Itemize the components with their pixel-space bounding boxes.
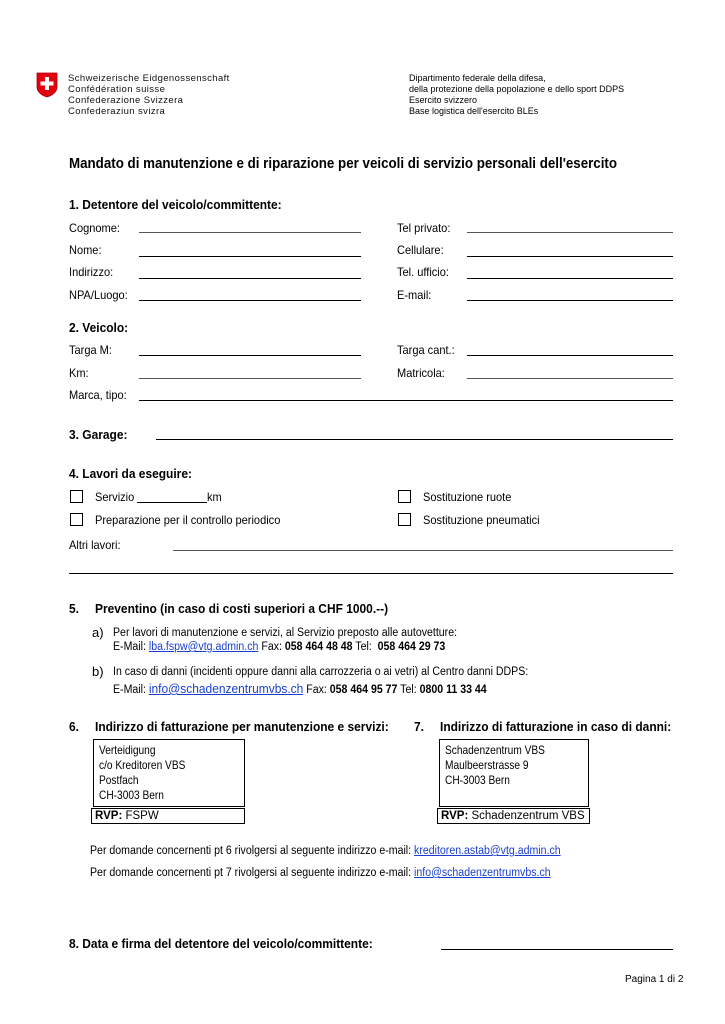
confederation-name-fr: Confédération suisse xyxy=(68,84,166,95)
address-6-line-4: CH-3003 Bern xyxy=(99,788,164,802)
nome-label: Nome: xyxy=(69,243,102,257)
address-7-line-1: Schadenzentrum VBS xyxy=(445,743,545,757)
tel-privato-label: Tel privato: xyxy=(397,221,451,235)
section-8-heading: 8. Data e firma del detentore del veicolo/committente: xyxy=(69,936,373,951)
address-6-line-3: Postfach xyxy=(99,773,139,787)
section-6-number: 6. xyxy=(69,719,79,734)
servizio-km-unit: km xyxy=(207,490,222,504)
item-a-email-label: E-Mail: xyxy=(113,641,146,653)
billing-address-box-7 xyxy=(439,739,589,807)
department-line-1: Dipartimento federale della difesa, xyxy=(409,73,546,83)
item-a-tel: 058 464 29 73 xyxy=(377,641,446,653)
item-b-email-link[interactable]: info@schadenzentrumvbs.ch xyxy=(148,681,304,696)
page-title: Mandato di manutenzione e di riparazione per veicoli di servizio personali dell'esercito xyxy=(69,156,618,172)
item-b-fax: 058 464 95 77 xyxy=(329,684,398,696)
department-line-3: Esercito svizzero xyxy=(409,95,478,105)
item-a-tel-label: Tel: xyxy=(355,641,372,653)
section-2-heading: 2. Veicolo: xyxy=(69,320,129,335)
section-7-number: 7. xyxy=(414,719,424,734)
km-label: Km: xyxy=(69,366,89,380)
section-5-number: 5. xyxy=(69,601,79,616)
section-3-heading: 3. Garage: xyxy=(69,427,128,442)
cellulare-field[interactable] xyxy=(467,256,673,257)
preparazione-label: Preparazione per il controllo periodico xyxy=(95,513,281,527)
department-info xyxy=(409,73,624,117)
item-b-email-label: E-Mail: xyxy=(113,684,146,696)
servizio-checkbox[interactable] xyxy=(70,490,83,503)
note-pt7 xyxy=(90,867,551,879)
km-field[interactable] xyxy=(139,378,361,379)
billing-address-box-6 xyxy=(93,739,245,807)
section-5-heading: Preventino (in caso di costi superiori a CHF 1000.--) xyxy=(95,601,389,616)
note-pt7-email-link[interactable]: info@schadenzentrumvbs.ch xyxy=(414,867,551,879)
ruote-checkbox[interactable] xyxy=(398,490,411,503)
targa-cant-field[interactable] xyxy=(467,355,673,356)
note-pt6-text: Per domande concernenti pt 6 rivolgersi al seguente indirizzo e-mail: xyxy=(90,845,412,857)
note-pt7-text: Per domande concernenti pt 7 rivolgersi al seguente indirizzo e-mail: xyxy=(90,867,412,879)
section-6-heading: Indirizzo di fatturazione per manutenzione e servizi: xyxy=(95,719,389,734)
item-a-letter: a) xyxy=(92,625,104,640)
swiss-cross-icon xyxy=(36,72,58,98)
rvp-6-value: FSPW xyxy=(125,810,159,822)
page-number: Pagina 1 di 2 xyxy=(625,974,684,985)
email-field[interactable] xyxy=(467,300,673,301)
department-line-2: della protezione della popolazione e dello sport DDPS xyxy=(409,84,625,94)
confederation-name-de: Schweizerische Eidgenossenschaft xyxy=(68,73,230,84)
pneumatici-checkbox[interactable] xyxy=(398,513,411,526)
preparazione-checkbox[interactable] xyxy=(70,513,83,526)
note-pt6 xyxy=(90,845,561,857)
rvp-7-label: RVP: xyxy=(441,810,469,822)
confederation-name-rm: Confederaziun svizra xyxy=(68,106,166,117)
item-a-fax-label: Fax: xyxy=(261,641,282,653)
indirizzo-field[interactable] xyxy=(139,278,361,279)
item-a-email-link[interactable]: lba.fspw@vtg.admin.ch xyxy=(148,641,259,653)
department-line-4: Base logistica dell'esercito BLEs xyxy=(409,106,539,116)
item-a-fax: 058 464 48 48 xyxy=(284,641,353,653)
item-b-letter: b) xyxy=(92,664,104,679)
item-b-text: In caso di danni (incidenti oppure danni alla carrozzeria o ai vetri) al Centro danni DDPS: xyxy=(113,666,529,678)
rvp-box-6 xyxy=(91,808,245,824)
npa-luogo-field[interactable] xyxy=(139,300,361,301)
marca-tipo-label: Marca, tipo: xyxy=(69,388,127,402)
npa-luogo-label: NPA/Luogo: xyxy=(69,288,128,302)
item-a-contacts xyxy=(113,641,445,653)
marca-tipo-field[interactable] xyxy=(139,400,673,401)
item-b-contacts xyxy=(113,681,487,696)
cognome-field[interactable] xyxy=(139,232,361,233)
item-a-text: Per lavori di manutenzione e servizi, al Servizio preposto alle autovetture: xyxy=(113,627,458,639)
matricola-field[interactable] xyxy=(467,378,673,379)
address-6-line-1: Verteidigung xyxy=(99,743,156,757)
servizio-label: Servizio xyxy=(95,490,135,504)
email-label: E-mail: xyxy=(397,288,432,302)
garage-field[interactable] xyxy=(156,439,673,440)
signature-field[interactable] xyxy=(441,949,673,950)
servizio-km-field[interactable] xyxy=(137,502,207,503)
note-pt6-email-link[interactable]: kreditoren.astab@vtg.admin.ch xyxy=(414,845,561,857)
tel-ufficio-field[interactable] xyxy=(467,278,673,279)
targa-m-field[interactable] xyxy=(139,355,361,356)
rvp-box-7 xyxy=(437,808,590,824)
nome-field[interactable] xyxy=(139,256,361,257)
section-1-heading: 1. Detentore del veicolo/committente: xyxy=(69,197,282,212)
rvp-6-label: RVP: xyxy=(95,810,123,822)
section-4-heading: 4. Lavori da eseguire: xyxy=(69,466,192,481)
section-7-heading: Indirizzo di fatturazione in caso di danni: xyxy=(440,719,672,734)
tel-privato-field[interactable] xyxy=(467,232,673,233)
indirizzo-label: Indirizzo: xyxy=(69,265,114,279)
pneumatici-label: Sostituzione pneumatici xyxy=(423,513,540,527)
item-b-tel-label: Tel: xyxy=(400,684,417,696)
ruote-label: Sostituzione ruote xyxy=(423,490,512,504)
address-7-line-3: CH-3003 Bern xyxy=(445,773,510,787)
cognome-label: Cognome: xyxy=(69,221,120,235)
matricola-label: Matricola: xyxy=(397,366,445,380)
targa-cant-label: Targa cant.: xyxy=(397,343,455,357)
confederation-name-it: Confederazione Svizzera xyxy=(68,95,184,106)
tel-ufficio-label: Tel. ufficio: xyxy=(397,265,449,279)
targa-m-label: Targa M: xyxy=(69,343,112,357)
altri-lavori-label: Altri lavori: xyxy=(69,538,121,552)
item-b-tel: 0800 11 33 44 xyxy=(419,684,487,696)
rvp-7-value: Schadenzentrum VBS xyxy=(471,810,585,822)
altri-lavori-field[interactable] xyxy=(173,550,673,551)
confederation-names xyxy=(68,73,230,117)
address-6-line-2: c/o Kreditoren VBS xyxy=(99,758,186,772)
altri-lavori-field-2[interactable] xyxy=(69,573,673,574)
address-7-line-2: Maulbeerstrasse 9 xyxy=(445,758,529,772)
item-b-fax-label: Fax: xyxy=(306,684,327,696)
cellulare-label: Cellulare: xyxy=(397,243,444,257)
